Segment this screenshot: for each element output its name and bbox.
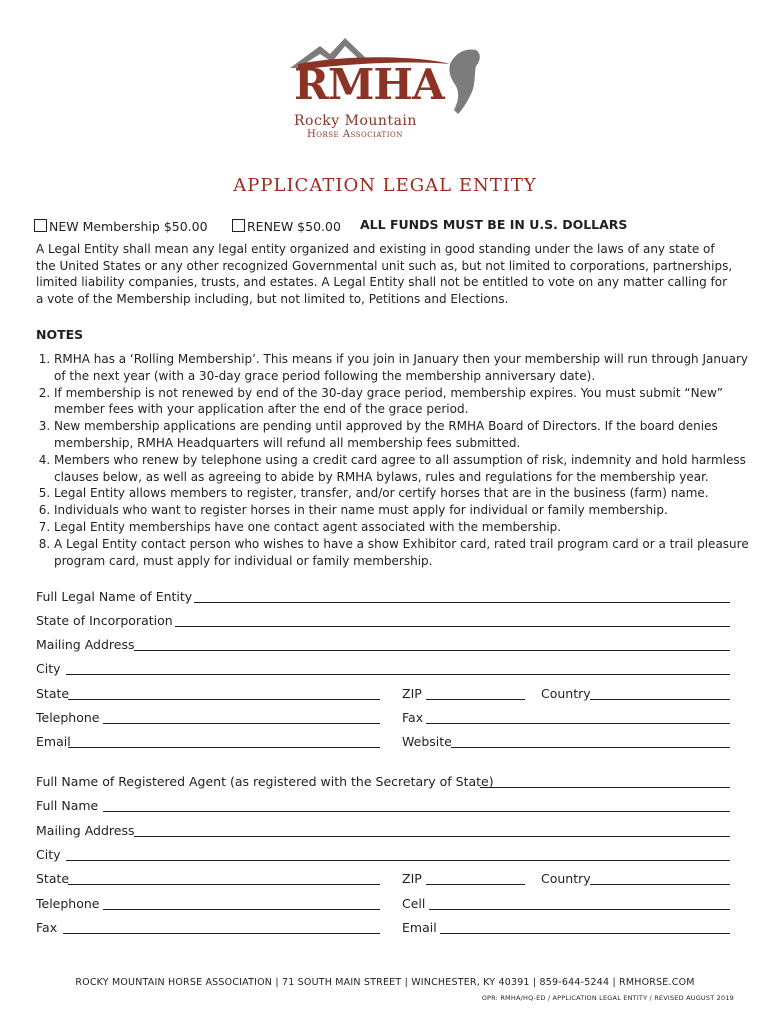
intro-paragraph <box>36 241 736 307</box>
agent-telephone-label: Telephone <box>36 896 100 911</box>
note-item: 4. Members who renew by telephone using a credit card agree to all assumption of risk, indemnity and hold harmless clauses below, as well as agreeing to abide by RMHA bylaws, rules and regulations for the membership year. <box>54 452 754 486</box>
entity-city-label: City <box>36 661 61 676</box>
new-membership-label: NEW Membership $50.00 <box>49 219 208 234</box>
agent-zip-label: ZIP <box>402 871 422 886</box>
notes-list <box>36 351 754 569</box>
fee-options <box>34 219 734 234</box>
notes-heading: NOTES <box>36 327 84 342</box>
note-item: 7. Legal Entity memberships have one contact agent associated with the membership. <box>54 519 754 536</box>
entity-website-label: Website <box>402 734 452 749</box>
entity-name-field[interactable] <box>194 602 730 603</box>
page-title: APPLICATION LEGAL ENTITY <box>233 175 537 196</box>
agent-fax-field[interactable] <box>63 933 380 934</box>
agent-heading-label: Full Name of Registered Agent (as registered with the Secretary of State) <box>36 774 494 789</box>
funds-note: ALL FUNDS MUST BE IN U.S. DOLLARS <box>360 217 628 232</box>
agent-telephone-field[interactable] <box>103 909 380 910</box>
agent-zip-field[interactable] <box>426 884 525 885</box>
agent-country-field[interactable] <box>590 884 730 885</box>
entity-state-label: State <box>36 686 70 701</box>
logo-rmha-text: RMHA <box>294 60 444 109</box>
agent-mailing-label: Mailing Address <box>36 823 135 838</box>
agent-fax-label: Fax <box>36 920 58 935</box>
agent-email-label: Email <box>402 920 437 935</box>
entity-email-field[interactable] <box>68 747 380 748</box>
entity-email-label: Email <box>36 734 71 749</box>
entity-zip-label: ZIP <box>402 686 422 701</box>
agent-mailing-field[interactable] <box>134 836 730 837</box>
state-incorporation-field[interactable] <box>175 626 730 627</box>
agent-state-field[interactable] <box>68 884 380 885</box>
entity-fax-field[interactable] <box>426 723 730 724</box>
note-item: 1. RMHA has a ‘Rolling Membership’. This means if you join in January then your membership will run through January of the next year (with a 30-day grace period following the membership anniversary date). <box>54 351 754 385</box>
entity-state-field[interactable] <box>68 699 380 700</box>
entity-mailing-field[interactable] <box>134 650 730 651</box>
entity-telephone-field[interactable] <box>103 723 380 724</box>
note-item: 8. A Legal Entity contact person who wishes to have a show Exhibitor card, rated trail program card or a trail pleasure program card, must apply for individual or family membership. <box>54 536 754 570</box>
logo-horse-association: Horse Association <box>307 129 403 140</box>
entity-mailing-label: Mailing Address <box>36 637 135 652</box>
agent-cell-label: Cell <box>402 896 426 911</box>
new-membership-checkbox[interactable] <box>34 219 47 232</box>
entity-zip-field[interactable] <box>426 699 525 700</box>
entity-website-field[interactable] <box>451 747 730 748</box>
logo-rocky-mountain: Rocky Mountain <box>294 113 417 129</box>
horse-icon <box>449 50 479 114</box>
agent-city-field[interactable] <box>66 860 730 861</box>
renew-label: RENEW $50.00 <box>247 219 341 234</box>
note-item: 3. New membership applications are pending until approved by the RMHA Board of Directors. If the board denies membership, RMHA Headquarters will refund all membership fees submitted. <box>54 418 754 452</box>
state-incorporation-label: State of Incorporation <box>36 613 173 628</box>
note-item: 5. Legal Entity allows members to register, transfer, and/or certify horses that are in the business (farm) name. <box>54 485 754 502</box>
entity-name-label: Full Legal Name of Entity <box>36 589 193 604</box>
footer-address: ROCKY MOUNTAIN HORSE ASSOCIATION | 71 SOUTH MAIN STREET | WINCHESTER, KY 40391 | 859-644-5244 | RMHORSE.COM <box>75 977 695 988</box>
agent-country-label: Country <box>541 871 591 886</box>
intro-line: the United States or any other recognized Governmental unit such as, but not limited to corporations, partnerships, <box>36 258 733 273</box>
agent-email-field[interactable] <box>440 933 730 934</box>
agent-heading-field[interactable] <box>480 787 730 788</box>
entity-country-label: Country <box>541 686 591 701</box>
entity-country-field[interactable] <box>590 699 730 700</box>
agent-name-label: Full Name <box>36 798 99 813</box>
intro-line: A Legal Entity shall mean any legal entity organized and existing in good standing under the laws of any state of <box>36 242 715 256</box>
intro-line: limited liability companies, trusts, and estates. A Legal Entity shall not be entitled to vote on any matter calling for <box>36 275 728 289</box>
note-item: 2. If membership is not renewed by end of the 30-day grace period, membership expires. You must submit “New” member fees with your application after the end of the grace period. <box>54 385 754 419</box>
footer-revision-note: OPR: RMHA/HQ-ED / APPLICATION LEGAL ENTITY / REVISED AUGUST 2019 <box>481 994 734 1002</box>
agent-name-field[interactable] <box>103 811 730 812</box>
note-item: 6. Individuals who want to register horses in their name must apply for individual or family membership. <box>54 502 754 519</box>
entity-fax-label: Fax <box>402 710 424 725</box>
intro-line: a vote of the Membership including, but not limited to, Petitions and Elections. <box>36 291 509 306</box>
renew-checkbox[interactable] <box>232 219 245 232</box>
agent-cell-field[interactable] <box>429 909 730 910</box>
entity-city-field[interactable] <box>66 674 730 675</box>
agent-city-label: City <box>36 847 61 862</box>
entity-telephone-label: Telephone <box>36 710 100 725</box>
agent-state-label: State <box>36 871 70 886</box>
